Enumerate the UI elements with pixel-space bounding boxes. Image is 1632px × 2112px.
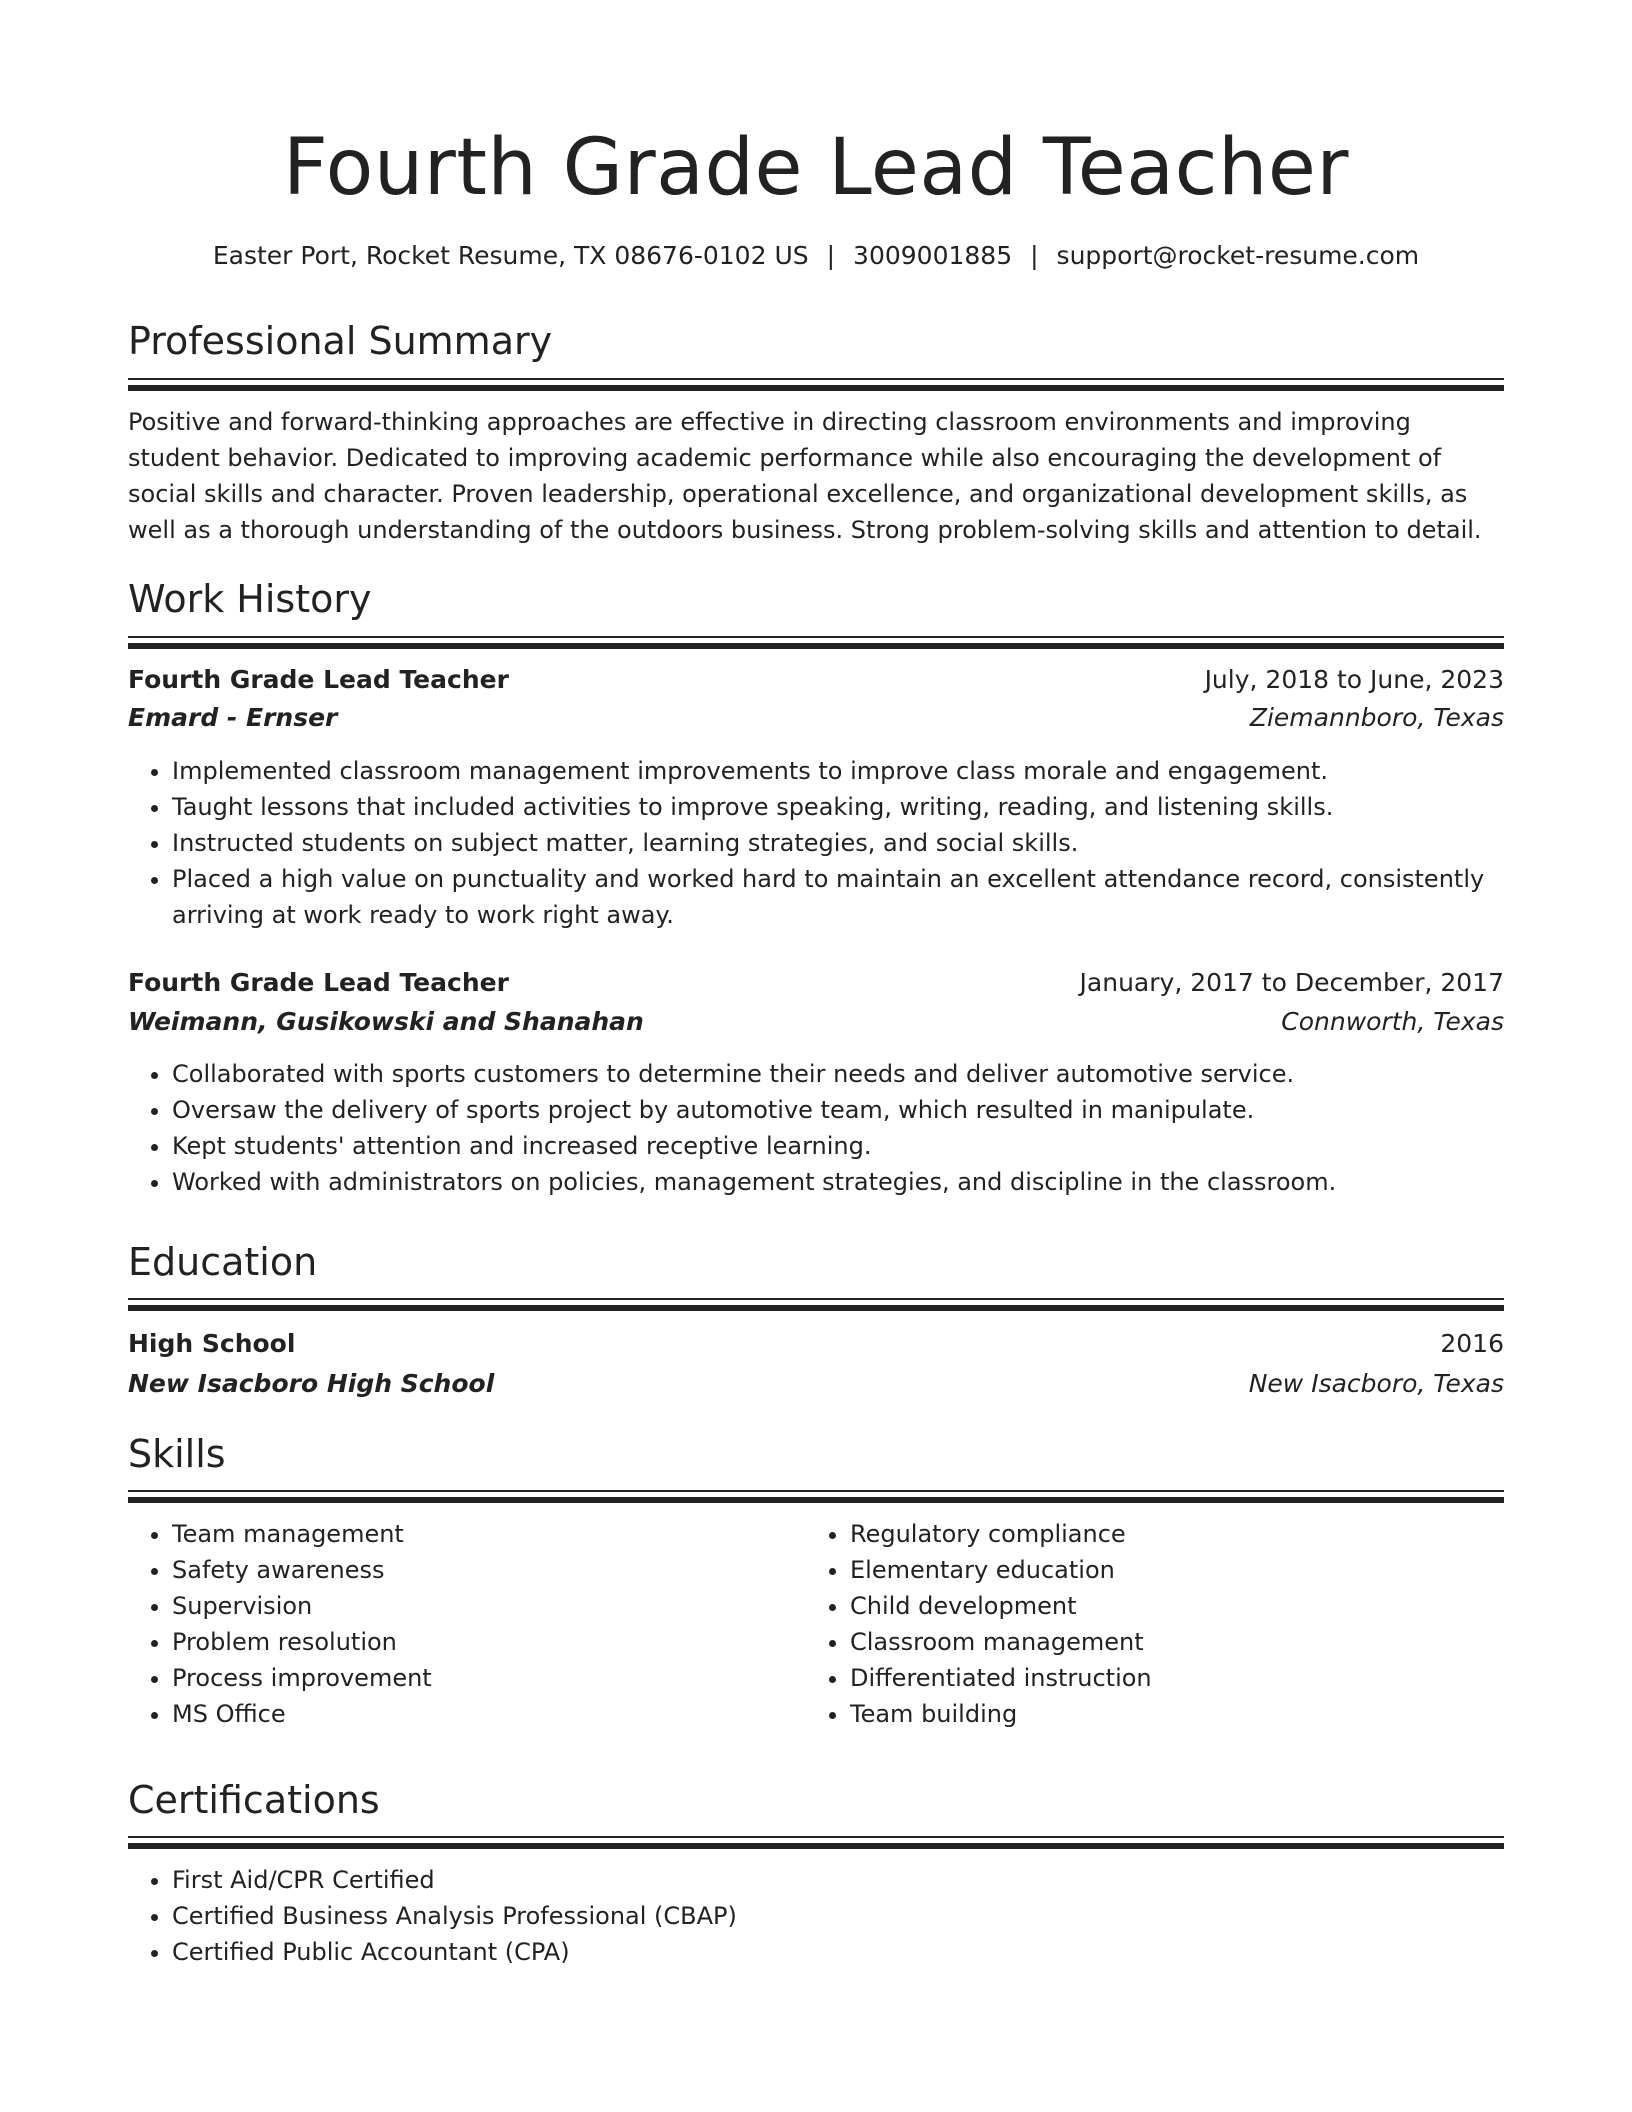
list-item: • Certified Business Analysis Professional (CBAP) [172, 1898, 1504, 1934]
list-item: • Certified Public Accountant (CPA) [172, 1934, 1504, 1970]
list-item: • Team building [850, 1696, 1504, 1732]
list-item: • Process improvement [172, 1660, 802, 1696]
list-item: • Taught lessons that included activities to improve speaking, writing, reading, and listening skills. [172, 789, 1504, 825]
contact-email[interactable]: support@rocket-resume.com [1056, 241, 1420, 270]
list-item: • Classroom management [850, 1624, 1504, 1660]
job-duties-list [128, 1056, 1504, 1200]
contact-address: Easter Port, Rocket Resume, TX 08676-0102 US [212, 241, 809, 270]
list-item: • Kept students' attention and increased receptive learning. [172, 1128, 1504, 1164]
list-item: • Team management [172, 1516, 802, 1552]
job-header [128, 965, 1504, 1001]
contact-separator: | [826, 241, 836, 270]
list-item: • Safety awareness [172, 1552, 802, 1588]
list-item: • Worked with administrators on policies, management strategies, and discipline in the classroom. [172, 1164, 1504, 1200]
job-subheader [128, 1004, 1504, 1040]
list-item: • Problem resolution [172, 1624, 802, 1660]
education-degree: High School [128, 1329, 296, 1358]
education-year: 2016 [1440, 1329, 1504, 1358]
section-title-skills: Skills [128, 1432, 226, 1476]
section-title-education: Education [128, 1240, 318, 1284]
contact-phone[interactable]: 3009001885 [853, 241, 1013, 270]
list-item: • MS Office [172, 1696, 802, 1732]
job-title: Fourth Grade Lead Teacher [128, 665, 509, 694]
section-divider [128, 1836, 1504, 1848]
job-location: Connworth, Texas [1281, 1007, 1504, 1036]
job-location: Ziemannboro, Texas [1249, 703, 1504, 732]
contact-line [128, 239, 1504, 273]
job-subheader [128, 700, 1504, 736]
job-dates: July, 2018 to June, 2023 [1204, 665, 1504, 694]
section-divider [128, 378, 1504, 390]
section-divider [128, 1490, 1504, 1502]
education-header [128, 1326, 1504, 1362]
job-header [128, 662, 1504, 698]
job-title: Fourth Grade Lead Teacher [128, 968, 509, 997]
list-item: • Elementary education [850, 1552, 1504, 1588]
contact-separator: | [1030, 241, 1039, 270]
candidate-name: Fourth Grade Lead Teacher [283, 123, 1349, 213]
list-item: • Child development [850, 1588, 1504, 1624]
list-item: • Differentiated instruction [850, 1660, 1504, 1696]
job-company: Emard - Ernser [128, 703, 338, 732]
summary-text: Positive and forward-thinking approaches are effective in directing classroom environments and improving student behavior. Dedicated to improving academic performance while also encouraging the development of social skills and character. Proven leadership, operational excellence, and organizational development skills, as well as a thorough understanding of the outdoors business. Strong problem-solving skills and attention to detail. [128, 408, 1482, 544]
education-subheader [128, 1366, 1504, 1402]
skills-list-right [806, 1516, 1504, 1732]
list-item: • Placed a high value on punctuality and worked hard to maintain an excellent attendance record, consistently arriving at work ready to work right away. [172, 861, 1504, 933]
education-school: New Isacboro High School [128, 1369, 495, 1398]
section-title-summary: Professional Summary [128, 319, 553, 363]
list-item: • First Aid/CPR Certified [172, 1862, 1504, 1898]
list-item: • Instructed students on subject matter, learning strategies, and social skills. [172, 825, 1504, 861]
job-dates: January, 2017 to December, 2017 [1079, 968, 1504, 997]
section-title-certifications: Certifications [128, 1778, 380, 1822]
skills-list-left [128, 1516, 802, 1732]
section-divider [128, 1298, 1504, 1310]
education-location: New Isacboro, Texas [1248, 1369, 1504, 1398]
list-item: • Collaborated with sports customers to determine their needs and deliver automotive service. [172, 1056, 1504, 1092]
list-item: • Regulatory compliance [850, 1516, 1504, 1552]
list-item: • Implemented classroom management improvements to improve class morale and engagement. [172, 753, 1504, 789]
job-duties-list [128, 753, 1504, 933]
certifications-list [128, 1862, 1504, 1970]
section-title-work-history: Work History [128, 577, 372, 621]
list-item: • Supervision [172, 1588, 802, 1624]
list-item: • Oversaw the delivery of sports project by automotive team, which resulted in manipulate. [172, 1092, 1504, 1128]
job-company: Weimann, Gusikowski and Shanahan [128, 1007, 644, 1036]
section-divider [128, 636, 1504, 648]
